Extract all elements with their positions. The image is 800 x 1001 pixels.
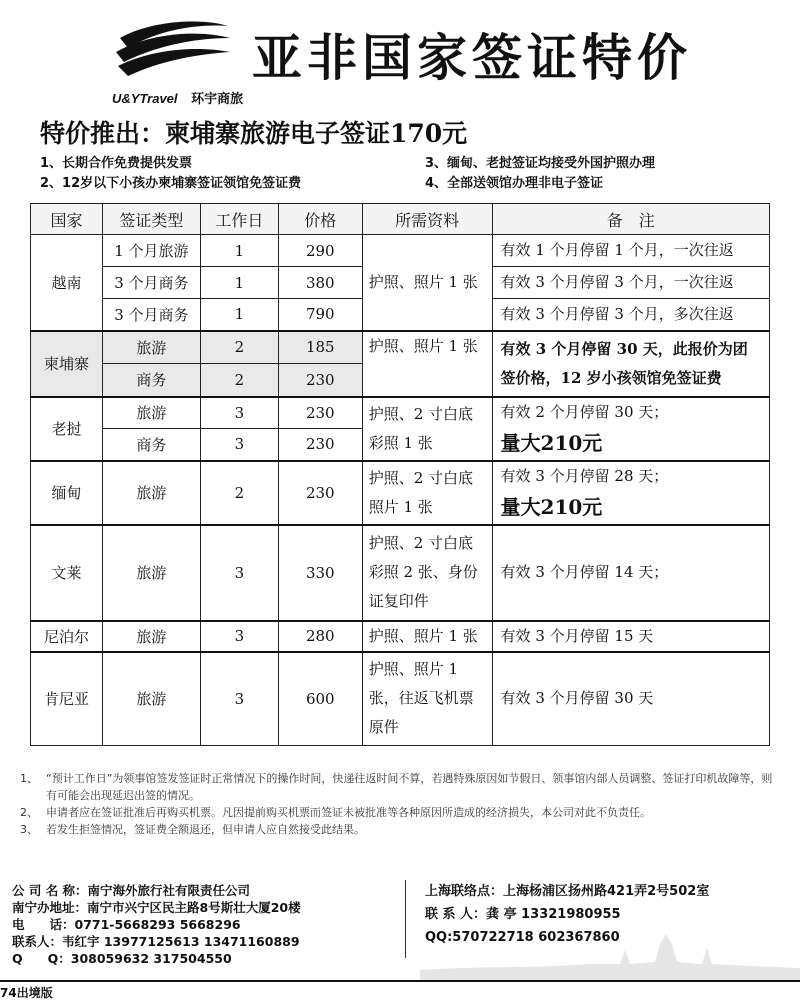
brand [112,88,243,107]
documents-cell: 护照、照片 1 张，往返飞机票原件 [362,652,492,746]
documents-cell: 护照、照片 1 张 [362,331,492,397]
table-row [31,461,770,525]
workdays-cell: 1 [200,235,278,267]
shanghai-contact-person: 联 系 人：龚 亭 13321980955 [425,907,621,922]
country-cell: 缅甸 [31,461,103,525]
country-cell: 尼泊尔 [31,621,103,652]
table-row [31,235,770,267]
workdays-cell: 2 [200,331,278,364]
table-row [31,397,770,429]
price-cell: 280 [278,621,362,652]
documents-cell: 护照、照片 1 张 [362,235,492,331]
visa-type-cell: 1 个月旅游 [102,235,200,267]
visa-type-cell: 旅游 [102,397,200,429]
price-cell: 600 [278,652,362,746]
bottom-note [20,770,780,804]
documents-cell: 护照、2 寸白底彩照 2 张、身份证复印件 [362,525,492,621]
remark-cell [492,397,769,461]
price-cell: 790 [278,299,362,331]
company-name: 公 司 名 称：南宁海外旅行社有限责任公司 [12,883,251,898]
workdays-cell: 3 [200,397,278,429]
note-text: 申请者应在签证批准后再购买机票。凡因提前购买机票而签证未被批准等各种原因所造成的经济损失，本公司对此不负责任。 [46,806,651,819]
country-cell: 越南 [31,235,103,331]
workdays-cell: 2 [200,364,278,397]
bottom-divider [0,980,800,982]
remark-cell: 有效 3 个月停留 30 天 [492,652,769,746]
nanning-contact [12,882,301,967]
note-number: 3、 [20,823,38,836]
remark-cell: 有效 1 个月停留 1 个月，一次往返 [492,235,769,267]
top-note-2: 2、12岁以下小孩办柬埔寨签证领馆免签证费 [40,176,302,191]
price-cell: 290 [278,235,362,267]
remark-cell: 有效 3 个月停留 3 个月，多次往返 [492,299,769,331]
header-remarks: 备 注 [492,204,769,235]
remark-cell [492,461,769,525]
remark-cell: 有效 3 个月停留 15 天 [492,621,769,652]
remark-text: 有效 3 个月停留 28 天； [500,467,669,485]
top-notes-left [40,154,301,194]
price-cell: 230 [278,397,362,429]
brand-cn: 环宇商旅 [191,91,244,106]
promo-headline: 特价推出：柬埔寨旅游电子签证170元 [40,119,468,148]
visa-type-cell: 旅游 [102,652,200,746]
footer [0,870,800,980]
remark-text: 有效 2 个月停留 30 天； [500,403,669,421]
top-notes-right [425,154,655,194]
workdays-cell: 3 [200,525,278,621]
documents-cell: 护照、照片 1 张 [362,621,492,652]
page-title: 亚非国家签证特价 [252,29,692,87]
top-note-4: 4、全部送领馆办理非电子签证 [425,176,604,191]
top-note-3: 3、缅甸、老挝签证均接受外国护照办理 [425,156,656,171]
workdays-cell: 3 [200,621,278,652]
header [0,0,800,118]
price-cell: 330 [278,525,362,621]
documents-cell: 护照、2 寸白底照片 1 张 [362,461,492,525]
bulk-price-text: 量大210元 [500,431,603,455]
visa-price-table [30,203,770,746]
page-label: 74出境版 [0,986,53,1000]
workdays-cell: 3 [200,652,278,746]
table-row [31,621,770,652]
bottom-note [20,804,780,821]
bulk-price-text: 量大210元 [500,495,603,519]
header-country: 国家 [31,204,103,235]
table-row [31,525,770,621]
remark-cell: 有效 3 个月停留 14 天； [492,525,769,621]
country-cell: 柬埔寨 [31,331,103,397]
phone: 电 话：0771-5668293 5668296 [12,917,241,932]
header-price: 价格 [278,204,362,235]
header-documents: 所需资料 [362,204,492,235]
header-workdays: 工作日 [200,204,278,235]
note-text: 若发生拒签情况，签证费全额退还，但申请人应自然接受此结果。 [46,823,365,836]
visa-type-cell: 旅游 [102,461,200,525]
visa-type-cell: 旅游 [102,331,200,364]
shanghai-contact [425,880,709,949]
documents-cell: 护照、2 寸白底彩照 1 张 [362,397,492,461]
bottom-notes [20,770,780,838]
price-cell: 230 [278,429,362,461]
table-header-row [31,204,770,235]
visa-type-cell: 旅游 [102,525,200,621]
workdays-cell: 2 [200,461,278,525]
header-visa-type: 签证类型 [102,204,200,235]
top-note-1: 1、长期合作免费提供发票 [40,156,193,171]
note-number: 2、 [20,806,38,819]
table-row [31,652,770,746]
price-cell: 230 [278,364,362,397]
shanghai-qq: QQ:570722718 602367860 [425,930,620,945]
note-text: “预计工作日”为领事馆签发签证时正常情况下的操作时间，快递往返时间不算，若遇特殊原因如节假日、领事馆内部人员调整、签证打印机故障等，则有可能会出现延迟出签的情况。 [46,772,773,802]
workdays-cell: 1 [200,299,278,331]
office-address: 南宁办地址：南宁市兴宁区民主路8号斯壮大厦20楼 [12,900,301,915]
visa-type-cell: 3 个月商务 [102,267,200,299]
bottom-note [20,821,780,838]
shanghai-address: 上海联络点：上海杨浦区扬州路421弄2号502室 [425,884,710,899]
brand-en: U&YTravel [112,91,178,106]
country-cell: 老挝 [31,397,103,461]
country-cell: 肯尼亚 [31,652,103,746]
visa-type-cell: 商务 [102,429,200,461]
qq-numbers: Q Q：308059632 317504550 [12,951,232,966]
contact-person: 联系人：韦红宇 13977125613 13471160889 [12,934,300,949]
travel-logo-icon [112,18,232,80]
workdays-cell: 1 [200,267,278,299]
price-cell: 230 [278,461,362,525]
visa-type-cell: 旅游 [102,621,200,652]
note-number: 1、 [20,772,38,785]
remark-cell: 有效 3 个月停留 3 个月，一次往返 [492,267,769,299]
visa-type-cell: 3 个月商务 [102,299,200,331]
footer-divider [405,880,406,958]
workdays-cell: 3 [200,429,278,461]
price-cell: 380 [278,267,362,299]
price-cell: 185 [278,331,362,364]
country-cell: 文莱 [31,525,103,621]
remark-cell: 有效 3 个月停留 30 天，此报价为团签价格，12 岁小孩领馆免签证费 [492,331,769,397]
table-row [31,331,770,364]
visa-type-cell: 商务 [102,364,200,397]
